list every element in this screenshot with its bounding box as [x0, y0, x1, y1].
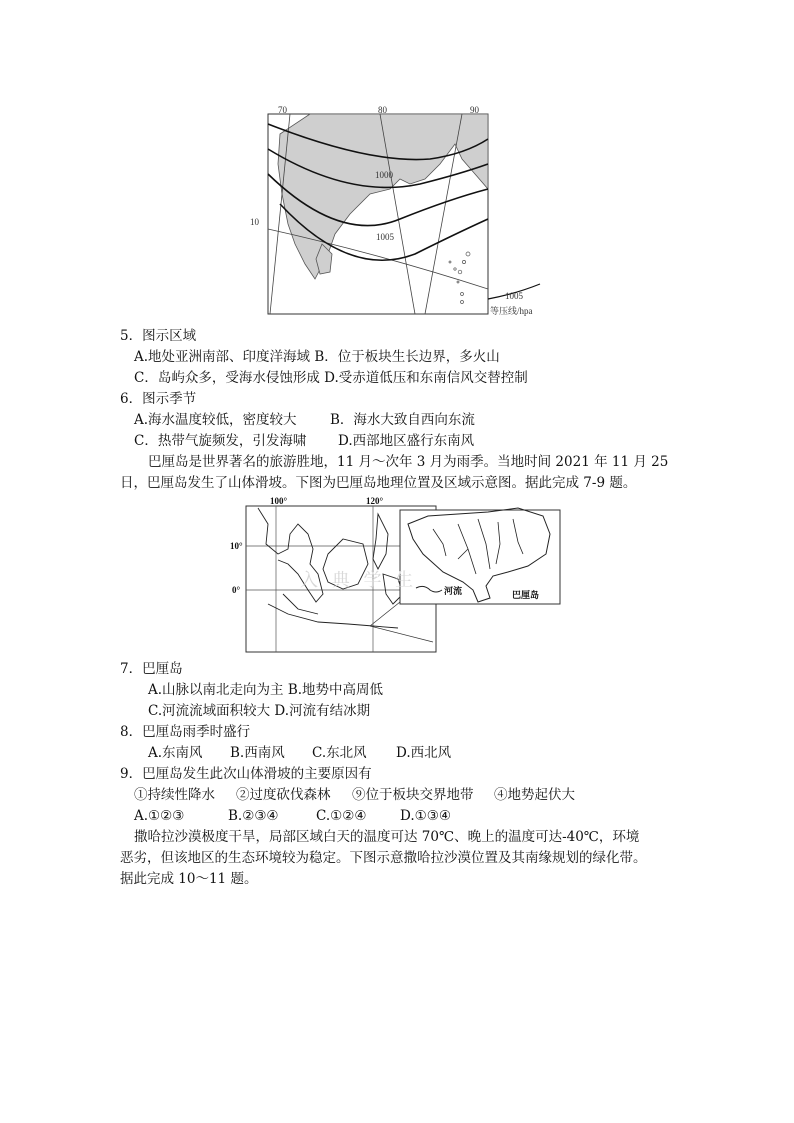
q6-stem: 6．图示季节	[120, 391, 197, 407]
bali-map	[228, 494, 568, 654]
q9-stem: 9．巴厘岛发生此次山体滑坡的主要原因有	[120, 766, 372, 782]
q6-option-b: B．海水大致自西向东流	[330, 412, 475, 428]
sahara-intro-line1: 撒哈拉沙漠极度干旱，局部区域白天的温度可达 70℃、晚上的温度可达-40℃，环境	[134, 829, 640, 845]
bali-intro-line2: 日，巴厘岛发生了山体滑坡。下图为巴厘岛地理位置及区域示意图。据此完成 7-9 题。	[120, 475, 637, 491]
q9-option-a: A.①②③	[134, 808, 185, 824]
q8-option-c: C.东北风	[312, 745, 367, 761]
isobar-label: 1005	[376, 232, 394, 242]
q7-options-ab: A.山脉以南北走向为主 B.地势中高周低	[148, 682, 384, 698]
q8-option-b: B.西南风	[230, 745, 285, 761]
bali-intro-line1: 巴厘岛是世界著名的旅游胜地，11 月～次年 3 月为雨季。当地时间 2021 年 11 月 25	[148, 454, 669, 470]
sahara-intro-line2: 恶劣，但该地区的生态环境较为稳定。下图示意撒哈拉沙漠位置及其南缘规划的绿化带。	[120, 850, 647, 866]
q6-option-d: D.西部地区盛行东南风	[338, 433, 475, 449]
q9-factor-1: ①持续性降水	[134, 787, 215, 803]
watermark: 入 典 学 生	[300, 570, 418, 591]
lon-label-70: 70	[278, 105, 287, 115]
q7-stem: 7．巴厘岛	[120, 661, 183, 677]
isobar-label: 1000	[375, 170, 393, 180]
bali-map-svg	[228, 494, 568, 654]
lon-label-100: 100°	[270, 496, 288, 506]
q8-option-a: A.东南风	[148, 745, 203, 761]
sahara-intro-line3: 据此完成 10～11 题。	[120, 871, 258, 887]
lat-label-10: 10°	[230, 541, 243, 551]
q7-options-cd: C.河流流域面积较大 D.河流有结冰期	[148, 703, 371, 719]
bali-label: 巴厘岛	[512, 590, 540, 600]
q8-stem: 8．巴厘岛雨季时盛行	[120, 724, 251, 740]
q9-factor-2: ②过度砍伐森林	[236, 787, 331, 803]
q5-options-ab: A.地处亚洲南部、印度洋海域 B．位于板块生长边界，多火山	[134, 349, 500, 365]
lat-label-10: 10	[250, 217, 259, 227]
isobar-map-svg	[250, 104, 550, 319]
isobar-map	[250, 104, 550, 319]
isobar-label: 1005	[505, 291, 523, 301]
map-legend: 等压线/hpa	[490, 306, 533, 316]
lon-label-80: 80	[378, 105, 387, 115]
q9-option-d: D.①③④	[400, 808, 451, 824]
q9-option-c: C.①②④	[316, 808, 367, 824]
lon-label-120: 120°	[366, 496, 384, 506]
q9-option-b: B.②③④	[228, 808, 279, 824]
lat-label-0: 0°	[232, 585, 241, 595]
q6-option-a: A.海水温度较低，密度较大	[134, 412, 297, 428]
river-legend-label: 河流	[444, 586, 463, 596]
q5-options-cd: C．岛屿众多，受海水侵蚀形成 D.受赤道低压和东南信风交替控制	[134, 370, 528, 386]
q6-option-c: C．热带气旋频发，引发海啸	[134, 433, 307, 449]
q8-option-d: D.西北风	[396, 745, 452, 761]
lon-label-90: 90	[470, 105, 479, 115]
q9-factor-4: ④地势起伏大	[494, 787, 575, 803]
q5-stem: 5．图示区域	[120, 328, 197, 344]
q9-factor-3: ⑨位于板块交界地带	[352, 787, 474, 803]
